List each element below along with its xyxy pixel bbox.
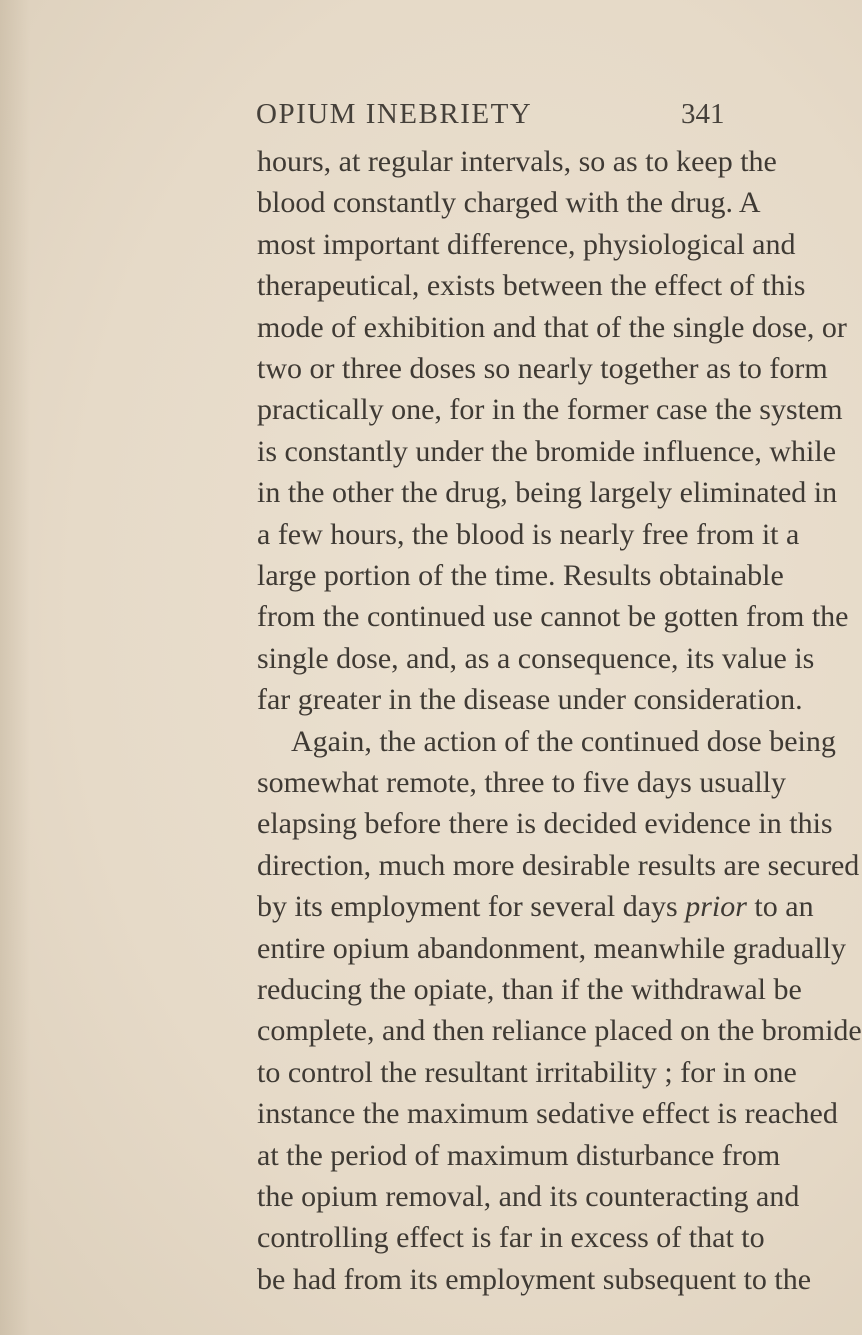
text-line: a few hours, the blood is nearly free from it a bbox=[257, 517, 800, 551]
text-line: most important difference, physiological and bbox=[257, 227, 796, 261]
text-line: somewhat remote, three to five days usually bbox=[257, 766, 787, 799]
text-line: instance the maximum sedative effect is reached bbox=[257, 1097, 838, 1131]
text-line: controlling effect is far in excess of that to bbox=[257, 1221, 765, 1255]
text-line: blood constantly charged with the drug. A bbox=[257, 186, 761, 220]
page-number: 341 bbox=[681, 98, 725, 130]
running-title: OPIUM INEBRIETY bbox=[256, 98, 533, 130]
text-line: to control the resultant irritability ; for in one bbox=[257, 1055, 797, 1089]
text-line: at the period of maximum disturbance from bbox=[257, 1138, 781, 1172]
paragraph-start-line: Again, the action of the continued dose being bbox=[291, 724, 836, 758]
text-line: the opium removal, and its counteracting and bbox=[257, 1180, 800, 1213]
text-line: therapeutical, exists between the effect of this bbox=[257, 269, 806, 303]
text-line: reducing the opiate, than if the withdrawal be bbox=[257, 973, 802, 1006]
text-line: hours, at regular intervals, so as to keep the bbox=[257, 145, 777, 178]
text-line: far greater in the disease under consideration. bbox=[257, 683, 803, 717]
text-line: direction, much more desirable results are secured bbox=[257, 848, 860, 882]
text-line: from the continued use cannot be gotten from the bbox=[257, 600, 849, 634]
text-line: be had from its employment subsequent to the bbox=[257, 1262, 812, 1296]
text-line: entire opium abandonment, meanwhile gradually bbox=[257, 931, 846, 965]
text-line: large portion of the time. Results obtainable bbox=[257, 559, 784, 592]
text-line: complete, and then reliance placed on the bromide bbox=[257, 1014, 862, 1048]
text-line: two or three doses so nearly together as to form bbox=[257, 352, 828, 385]
text-line: by its employment for several days prior to an bbox=[257, 890, 814, 924]
text-line: practically one, for in the former case the system bbox=[257, 393, 843, 427]
page-edge-shadow bbox=[0, 0, 30, 1335]
text-line: mode of exhibition and that of the single dose, or bbox=[257, 310, 847, 344]
text-line: is constantly under the bromide influence, while bbox=[257, 434, 837, 468]
text-line: single dose, and, as a consequence, its value is bbox=[257, 641, 815, 675]
text-line: elapsing before there is decided evidence in this bbox=[257, 807, 833, 841]
text-line: in the other the drug, being largely eliminated in bbox=[257, 476, 838, 510]
running-head bbox=[256, 94, 756, 134]
